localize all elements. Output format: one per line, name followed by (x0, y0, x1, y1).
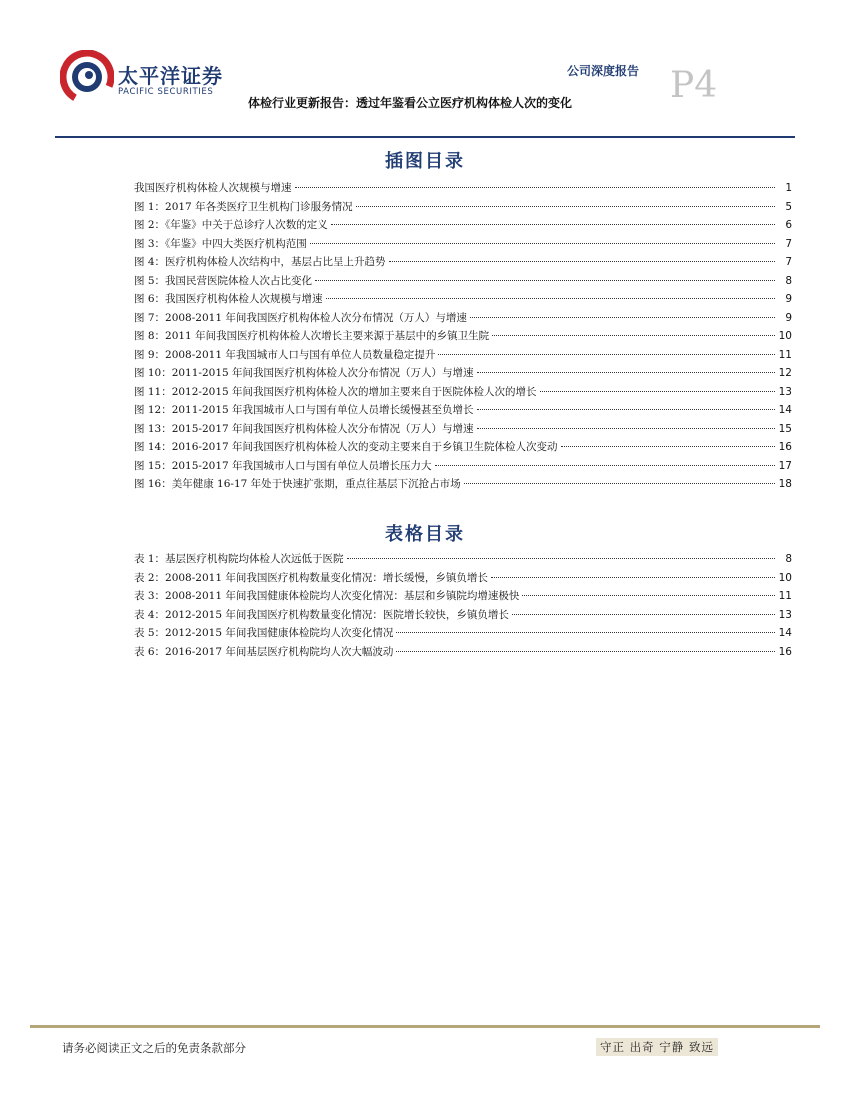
toc-entry-title: 表 4：2012-2015 年间我国医疗机构数量变化情况：医院增长较快，乡镇负增长 (134, 608, 509, 621)
toc-entry-title: 我国医疗机构体检人次规模与增速 (134, 182, 292, 194)
toc-entry-page: 8 (785, 274, 792, 287)
toc-dot-leader (326, 298, 775, 299)
toc-dot-leader (491, 577, 775, 578)
toc-entry[interactable] (134, 217, 792, 236)
toc-entry-page: 16 (778, 441, 792, 453)
logo-emblem-icon (60, 50, 114, 104)
toc-entry[interactable] (134, 180, 792, 199)
toc-entry-title: 图 8：2011 年间我国医疗机构体检人次增长主要来源于基层中的乡镇卫生院 (134, 330, 490, 342)
toc-entry-page: 17 (778, 459, 792, 472)
toc-entry-title: 图 14：2016-2017 年间我国医疗机构体检人次的变动主要来自于乡镇卫生院体检人次变动 (134, 441, 558, 453)
toc-entry-title: 图 9：2008-2011 年我国城市人口与国有单位人员数量稳定提升 (134, 348, 436, 361)
toc-entry-title: 图 15：2015-2017 年我国城市人口与国有单位人员增长压力大 (134, 459, 432, 472)
toc-entry-page: 10 (778, 571, 792, 584)
logo-en-text: PACIFIC SECURITIES (118, 87, 214, 97)
toc-dot-leader (492, 335, 775, 336)
toc-entry-page: 11 (778, 348, 792, 361)
toc-entry-page: 7 (785, 237, 792, 250)
toc-entry[interactable] (134, 551, 792, 570)
figures-heading: 插图目录 (385, 151, 465, 172)
toc-entry[interactable] (134, 439, 792, 458)
toc-entry-page: 9 (785, 311, 792, 324)
toc-entry[interactable] (134, 254, 792, 273)
toc-dot-leader (512, 614, 775, 615)
toc-dot-leader (561, 446, 775, 447)
toc-entry-title: 表 1：基层医疗机构院均体检人次远低于医院 (134, 553, 344, 565)
toc-entry[interactable] (134, 199, 792, 218)
page-number: P4 (670, 65, 718, 106)
toc-dot-leader (310, 243, 775, 244)
toc-entry[interactable] (134, 625, 792, 644)
toc-entry-title: 图 12：2011-2015 年我国城市人口与国有单位人员增长缓慢甚至负增长 (134, 404, 474, 416)
toc-entry-page: 9 (785, 293, 792, 305)
toc-dot-leader (315, 280, 775, 281)
toc-dot-leader (435, 465, 775, 466)
toc-entry[interactable] (134, 347, 792, 366)
tables-heading: 表格目录 (385, 524, 465, 545)
toc-entry-title: 图 3：《年鉴》中四大类医疗机构范围 (134, 237, 307, 250)
toc-entry-title: 图 16：美年健康 16-17 年处于快速扩张期，重点往基层下沉抢占市场 (134, 478, 461, 490)
toc-entry-page: 13 (778, 608, 792, 621)
toc-entry[interactable] (134, 384, 792, 403)
toc-entry[interactable] (134, 328, 792, 347)
toc-entry-page: 8 (785, 553, 792, 565)
report-title: 体检行业更新报告：透过年鉴看公立医疗机构体检人次的变化 (248, 96, 573, 110)
toc-entry-page: 15 (778, 422, 792, 435)
toc-dot-leader (540, 391, 775, 392)
toc-entry-title: 图 10：2011-2015 年间我国医疗机构体检人次分布情况（万人）与增速 (134, 367, 474, 379)
logo-cn-text: 太平洋证券 (118, 64, 223, 88)
toc-dot-leader (389, 261, 775, 262)
toc-entry-page: 14 (778, 627, 792, 639)
toc-entry[interactable] (134, 588, 792, 607)
toc-entry-page: 11 (778, 590, 792, 602)
toc-entry[interactable] (134, 365, 792, 384)
toc-entry-title: 图 4：医疗机构体检人次结构中，基层占比呈上升趋势 (134, 256, 386, 268)
toc-entry[interactable] (134, 607, 792, 626)
company-logo (60, 50, 230, 104)
toc-entry-page: 5 (785, 200, 792, 213)
toc-entry-title: 表 6：2016-2017 年间基层医疗机构院均人次大幅波动 (134, 645, 394, 658)
toc-entry[interactable] (134, 458, 792, 477)
figures-toc (134, 180, 792, 495)
toc-entry-page: 10 (778, 330, 792, 342)
toc-entry-page: 1 (785, 182, 792, 194)
toc-entry-page: 18 (778, 478, 792, 490)
toc-dot-leader (295, 187, 776, 188)
footer-disclaimer: 请务必阅读正文之后的免责条款部分 (62, 1041, 246, 1055)
toc-dot-leader (347, 558, 775, 559)
toc-dot-leader (396, 651, 775, 652)
toc-dot-leader (438, 354, 775, 355)
toc-entry[interactable] (134, 273, 792, 292)
toc-entry-page: 7 (785, 256, 792, 268)
toc-entry-page: 13 (778, 385, 792, 398)
footer-motto: 守正 出奇 宁静 致远 (596, 1038, 718, 1056)
toc-entry[interactable] (134, 476, 792, 495)
header-divider (55, 136, 795, 138)
toc-entry-page: 14 (778, 404, 792, 416)
footer-divider (30, 1025, 820, 1028)
toc-entry[interactable] (134, 236, 792, 255)
toc-entry-title: 图 13：2015-2017 年间我国医疗机构体检人次分布情况（万人）与增速 (134, 422, 474, 435)
toc-entry-title: 图 1：2017 年各类医疗卫生机构门诊服务情况 (134, 200, 353, 213)
toc-entry-title: 图 7：2008-2011 年间我国医疗机构体检人次分布情况（万人）与增速 (134, 311, 467, 324)
toc-entry-title: 表 5：2012-2015 年间我国健康体检院均人次变化情况 (134, 627, 394, 639)
toc-dot-leader (331, 224, 775, 225)
toc-entry-page: 6 (785, 219, 792, 231)
toc-dot-leader (522, 595, 775, 596)
toc-entry[interactable] (134, 570, 792, 589)
toc-entry[interactable] (134, 310, 792, 329)
toc-entry-title: 图 2：《年鉴》中关于总诊疗人次数的定义 (134, 219, 328, 231)
toc-entry-title: 表 3：2008-2011 年间我国健康体检院均人次变化情况：基层和乡镇院均增速极快 (134, 590, 520, 602)
toc-entry-title: 图 6：我国医疗机构体检人次规模与增速 (134, 293, 323, 305)
report-type: 公司深度报告 (567, 64, 640, 78)
toc-entry[interactable] (134, 402, 792, 421)
toc-entry-title: 图 11：2012-2015 年间我国医疗机构体检人次的增加主要来自于医院体检人次的增长 (134, 385, 537, 398)
toc-entry-page: 16 (778, 645, 792, 658)
toc-dot-leader (477, 372, 775, 373)
toc-dot-leader (396, 632, 775, 633)
toc-entry[interactable] (134, 644, 792, 663)
toc-entry-title: 图 5：我国民营医院体检人次占比变化 (134, 274, 313, 287)
toc-dot-leader (356, 206, 775, 207)
toc-dot-leader (470, 317, 775, 318)
toc-entry-page: 12 (778, 367, 792, 379)
toc-entry[interactable] (134, 421, 792, 440)
tables-toc (134, 551, 792, 662)
toc-dot-leader (477, 428, 775, 429)
toc-entry-title: 表 2：2008-2011 年间我国医疗机构数量变化情况：增长缓慢，乡镇负增长 (134, 571, 488, 584)
toc-dot-leader (477, 409, 775, 410)
toc-dot-leader (464, 483, 775, 484)
toc-entry[interactable] (134, 291, 792, 310)
